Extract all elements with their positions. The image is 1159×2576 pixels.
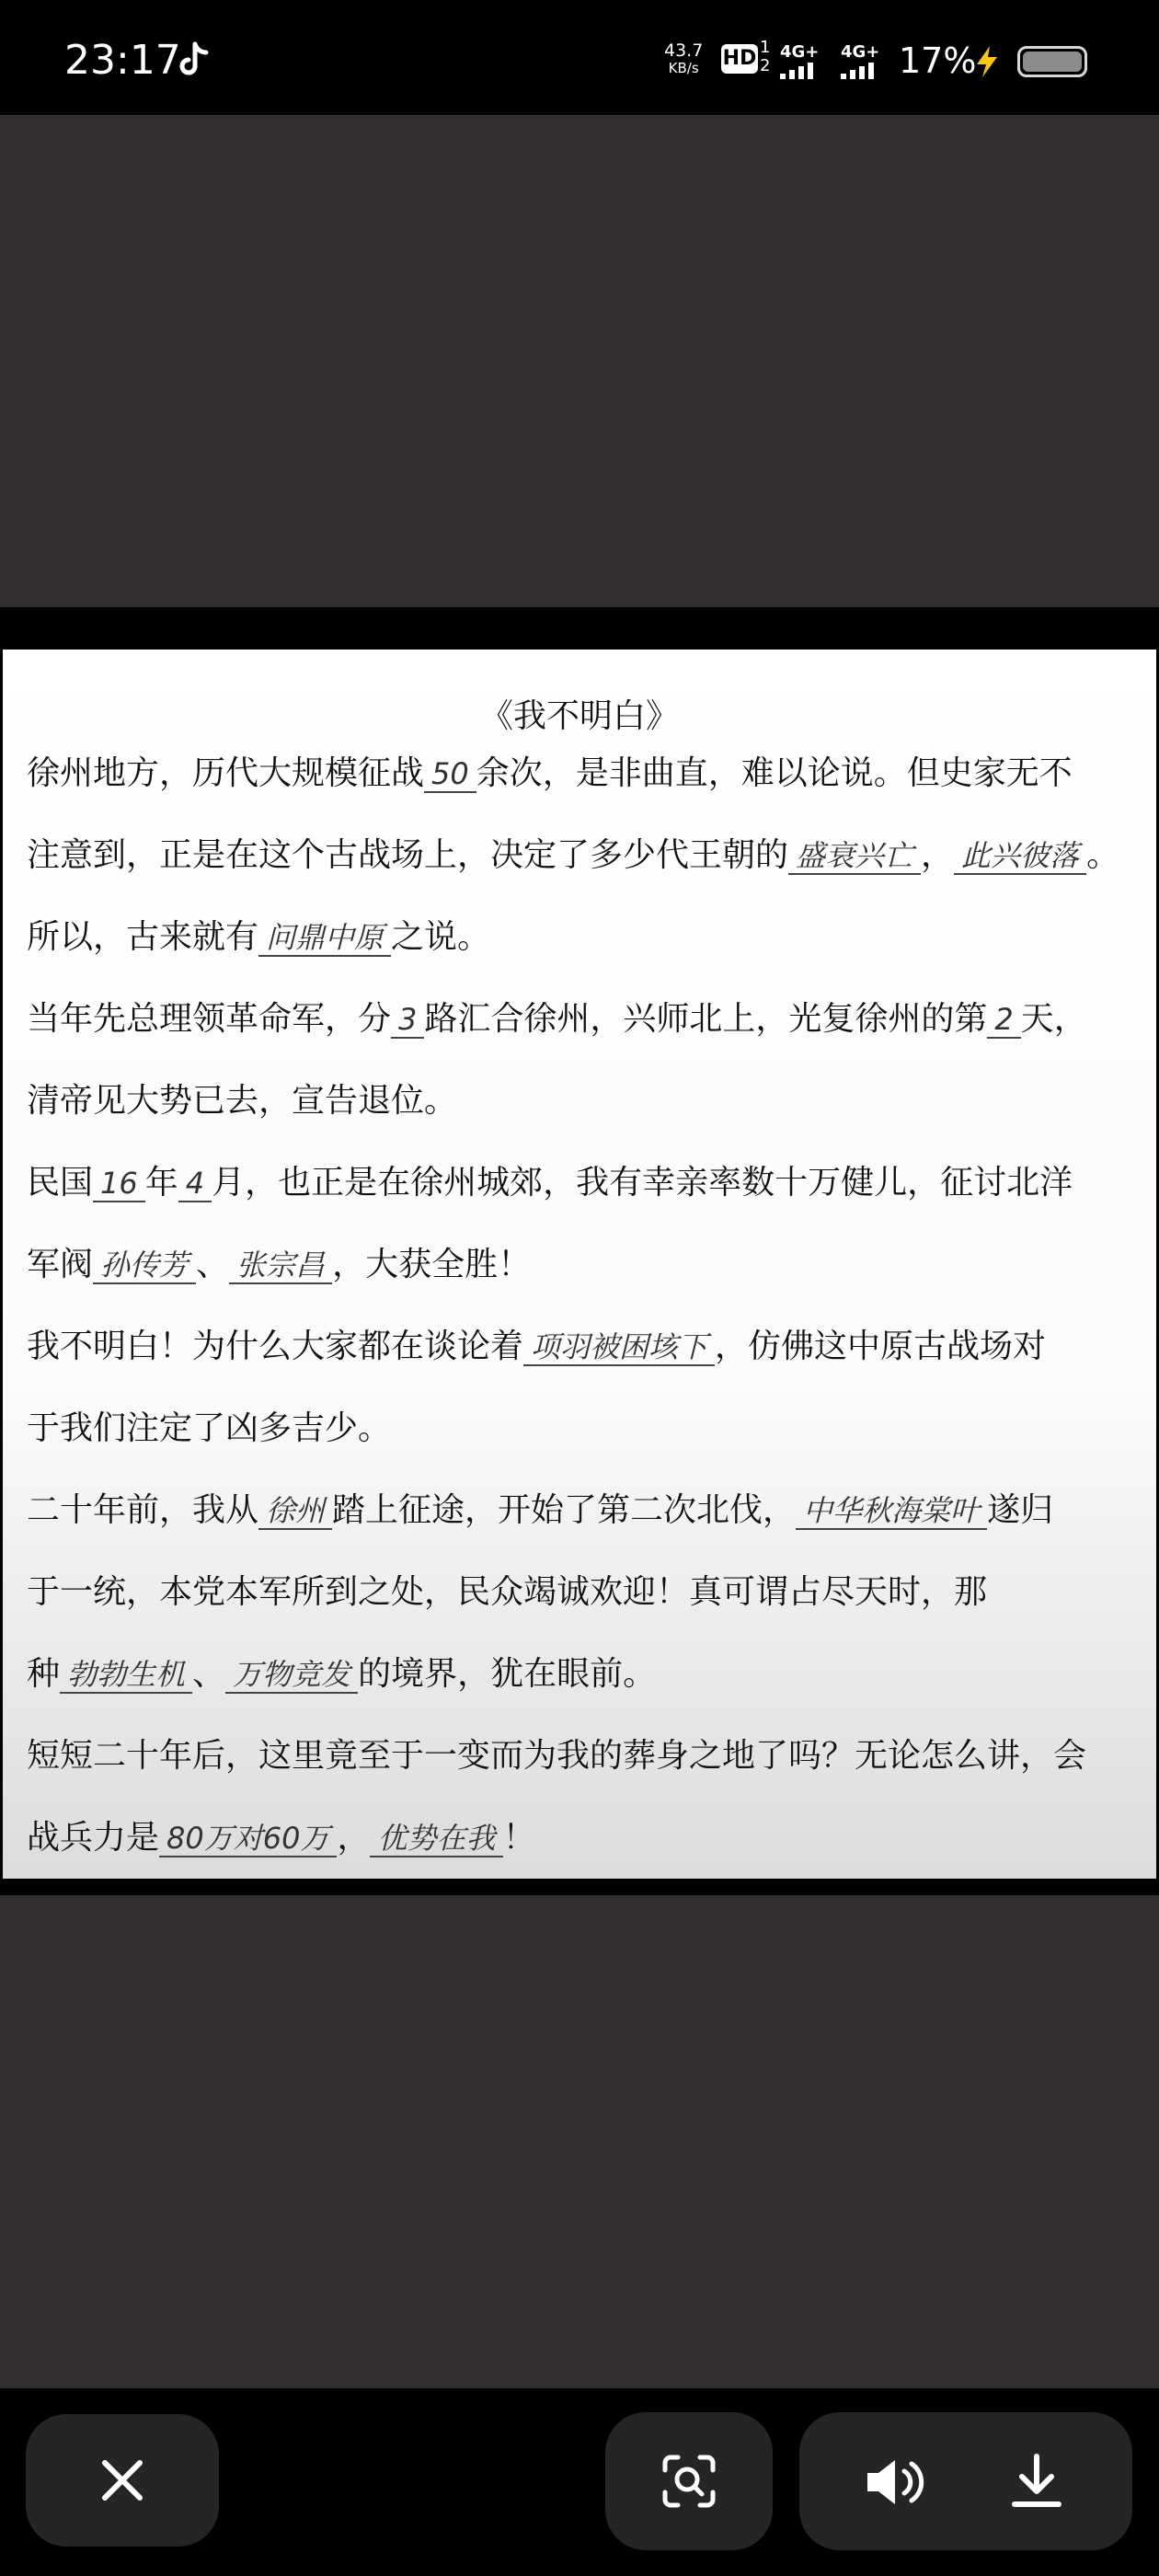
close-icon bbox=[99, 2457, 145, 2503]
charging-bolt-icon bbox=[971, 44, 1003, 79]
handwritten-answer: 孙传芳 bbox=[93, 1248, 196, 1284]
signal-label-2: 4G+ bbox=[841, 42, 880, 62]
handwritten-answer: 优势在我 bbox=[370, 1821, 502, 1857]
printed-text: ，大获全胜！ bbox=[332, 1246, 532, 1283]
document-line bbox=[27, 1633, 1140, 1715]
printed-text: 注意到，正是在这个古战场上，决定了多少代王朝的 bbox=[27, 836, 789, 874]
lens-search-icon bbox=[661, 2454, 717, 2509]
document-line bbox=[27, 1715, 1140, 1797]
handwritten-answer: 盛衰兴亡 bbox=[788, 838, 921, 875]
handwritten-answer: 勃勃生机 bbox=[60, 1657, 192, 1694]
lens-search-button[interactable] bbox=[605, 2412, 773, 2550]
document-line bbox=[27, 1142, 1140, 1224]
handwritten-answer: 万物竞发 bbox=[225, 1657, 358, 1694]
document-line bbox=[27, 896, 1140, 978]
handwritten-answer: 张宗昌 bbox=[229, 1248, 332, 1284]
handwritten-answer: 80万对60万 bbox=[159, 1821, 337, 1857]
printed-text: 。 bbox=[1086, 836, 1120, 874]
handwritten-answer: 问鼎中原 bbox=[258, 920, 391, 957]
printed-text: 于一统，本党本军所到之处，民众竭诚欢迎！真可谓占尽天时，那 bbox=[27, 1573, 988, 1611]
media-actions bbox=[799, 2412, 1132, 2550]
printed-text: 于我们注定了凶多吉少。 bbox=[27, 1409, 392, 1447]
printed-text: 踏上征途，开始了第二次北伐， bbox=[332, 1491, 797, 1529]
handwritten-answer: 50 bbox=[424, 756, 476, 793]
printed-text: ， bbox=[921, 836, 955, 874]
printed-text: 徐州地方，历代大规模征战 bbox=[27, 754, 425, 792]
handwritten-answer: 徐州 bbox=[258, 1493, 332, 1530]
printed-text: 遂归 bbox=[987, 1491, 1054, 1529]
document-body bbox=[27, 732, 1140, 1879]
tiktok-icon bbox=[177, 40, 210, 79]
handwritten-answer: 项羽被困垓下 bbox=[523, 1329, 715, 1366]
printed-text: 月，也正是在徐州城郊，我有幸亲率数十万健儿，征讨北洋 bbox=[212, 1164, 1073, 1202]
document-line bbox=[27, 1797, 1140, 1879]
document-line bbox=[27, 1387, 1140, 1469]
document-line bbox=[27, 1551, 1140, 1633]
printed-text: 年 bbox=[144, 1164, 178, 1202]
handwritten-answer: 16 bbox=[93, 1166, 145, 1202]
hd-voice-icon: HD bbox=[721, 44, 758, 74]
printed-text: ，仿佛这中原古战场对 bbox=[715, 1328, 1047, 1365]
document-line bbox=[27, 1469, 1140, 1551]
printed-text: 二十年前，我从 bbox=[27, 1491, 259, 1529]
printed-text: ！ bbox=[502, 1819, 536, 1857]
photo-viewer[interactable] bbox=[0, 607, 1159, 1895]
bottom-action-bar bbox=[0, 2388, 1159, 2576]
handwritten-answer: 3 bbox=[391, 1002, 424, 1039]
printed-text: 天， bbox=[1020, 1000, 1087, 1038]
hd-sim-bottom: 2 bbox=[760, 56, 771, 75]
document-line bbox=[27, 1060, 1140, 1142]
printed-text: 、 bbox=[192, 1655, 226, 1693]
printed-text: 之说。 bbox=[391, 918, 491, 956]
network-speed-unit: KB/s bbox=[668, 60, 699, 76]
close-button[interactable] bbox=[26, 2414, 219, 2547]
battery-icon bbox=[1017, 46, 1087, 77]
network-speed bbox=[664, 42, 703, 77]
handwritten-answer: 此兴彼落 bbox=[954, 838, 1086, 875]
battery-percent: 17% bbox=[899, 40, 977, 81]
document-line bbox=[27, 1224, 1140, 1305]
printed-text: 种 bbox=[27, 1655, 61, 1693]
status-bar bbox=[0, 0, 1159, 115]
document-photo bbox=[3, 650, 1156, 1879]
handwritten-answer: 中华秋海棠叶 bbox=[796, 1493, 987, 1530]
printed-text: 战兵力是 bbox=[27, 1819, 160, 1857]
volume-icon[interactable] bbox=[864, 2456, 924, 2508]
network-speed-value: 43.7 bbox=[664, 40, 704, 61]
document-line bbox=[27, 1305, 1140, 1387]
hd-sim-indicator bbox=[760, 39, 770, 75]
hd-sim-top: 1 bbox=[760, 38, 771, 57]
document-title: 《我不明白》 bbox=[479, 697, 679, 735]
printed-text: 民国 bbox=[27, 1164, 94, 1202]
printed-text: 所以，古来就有 bbox=[27, 918, 259, 956]
printed-text: 余次，是非曲直，难以论说。但史家无不 bbox=[476, 754, 1073, 792]
printed-text: 军阀 bbox=[27, 1246, 94, 1283]
signal-label-1: 4G+ bbox=[780, 42, 820, 62]
document-line bbox=[27, 814, 1140, 896]
status-time: 23:17 bbox=[64, 37, 181, 84]
signal-icon bbox=[780, 42, 835, 79]
document-line bbox=[27, 978, 1140, 1060]
printed-text: 短短二十年后，这里竟至于一变而为我的葬身之地了吗？无论怎么讲，会 bbox=[27, 1737, 1087, 1775]
printed-text: 我不明白！为什么大家都在谈论着 bbox=[27, 1328, 524, 1365]
printed-text: 路汇合徐州，兴师北上，光复徐州的第 bbox=[424, 1000, 988, 1038]
printed-text: 清帝见大势已去，宣告退位。 bbox=[27, 1082, 458, 1120]
printed-text: 当年先总理领革命军，分 bbox=[27, 1000, 392, 1038]
printed-text: 的境界，犹在眼前。 bbox=[358, 1655, 657, 1693]
printed-text: 、 bbox=[196, 1246, 230, 1283]
printed-text: ， bbox=[337, 1819, 371, 1857]
download-icon[interactable] bbox=[1009, 2453, 1064, 2510]
document-line bbox=[27, 732, 1140, 814]
handwritten-answer: 2 bbox=[987, 1002, 1020, 1039]
signal-icon bbox=[841, 42, 896, 79]
handwritten-answer: 4 bbox=[178, 1166, 212, 1202]
